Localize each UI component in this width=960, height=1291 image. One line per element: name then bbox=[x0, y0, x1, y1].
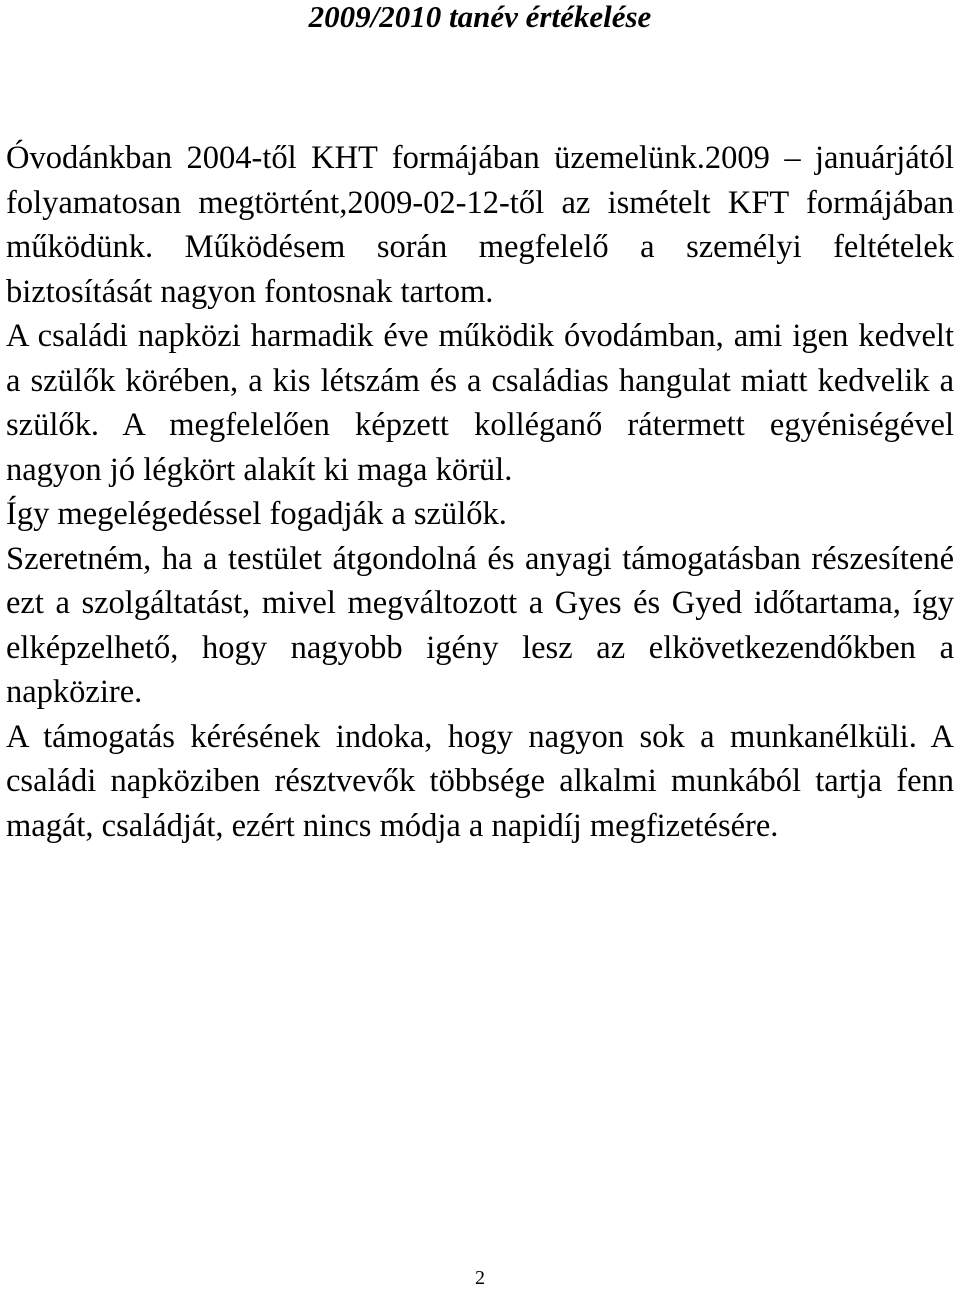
page-number: 2 bbox=[475, 1267, 485, 1289]
paragraph-megelegedes: Így megelégedéssel fogadják a szülők. bbox=[6, 496, 507, 532]
paragraph-kht-kft: Óvodánkban 2004-től KHT formájában üzemelünk.2009 – januárjától folyamatosan megtörtént,2009-02-12-től az ismételt KFT formájában működünk. Működésem során megfelelő a személyi feltételek biztosítását nagyon fontosnak tartom. bbox=[6, 140, 954, 310]
paragraph-tamogatas-keres: Szeretném, ha a testület átgondolná és anyagi támogatásban részesítené ezt a szolgáltatást, mivel megváltozott a Gyes és Gyed időtartama, így elképzelhető, hogy nagyobb igény lesz az elkövetkezendőkben a napközire. bbox=[6, 540, 954, 710]
document-body bbox=[6, 136, 954, 848]
paragraph-csaladi-napkozi: A családi napközi harmadik éve működik óvodámban, ami igen kedvelt a szülők körében, a kis létszám és a családias hangulat miatt kedvelik a szülők. A megfelelően képzett kolléganő rátermett egyéniségével nagyon jó légkört alakít ki maga körül. bbox=[6, 318, 954, 488]
document-title: 2009/2010 tanév értékelése bbox=[308, 0, 652, 34]
paragraph-tamogatas-indoka: A támogatás kérésének indoka, hogy nagyon sok a munkanélküli. A családi napköziben résztvevők többsége alkalmi munkából tartja fenn magát, családját, ezért nincs módja a napidíj megfizetésére. bbox=[6, 718, 954, 844]
